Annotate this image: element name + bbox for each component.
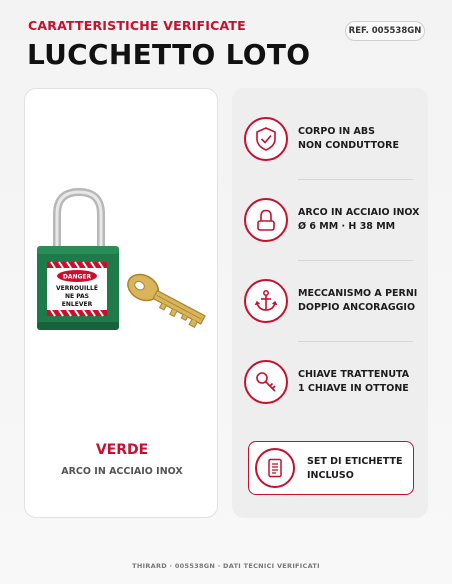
feature-body <box>244 117 428 177</box>
features-card <box>232 88 428 518</box>
feature-key <box>244 360 428 420</box>
feature-line-1: CORPO IN ABS <box>298 126 375 137</box>
product-shackle-spec: ARCO IN ACCIAIO INOX <box>61 466 183 477</box>
divider <box>298 179 413 180</box>
tag-line-2: NE PAS <box>64 293 90 300</box>
page-footer: THIRARD · 005538GN · DATI TECNICI VERIFICATI <box>132 562 320 570</box>
brass-key <box>123 269 208 330</box>
feature-line-2: DOPPIO ANCORAGGIO <box>298 301 416 313</box>
danger-text: DANGER <box>62 273 92 281</box>
label-kit-callout <box>248 441 414 495</box>
feature-shackle <box>244 198 428 258</box>
feature-line-2: Ø 6 MM · H 38 MM <box>298 220 396 232</box>
feature-line-2: NON CONDUTTORE <box>298 139 399 151</box>
product-color: VERDE <box>95 442 149 458</box>
anchor-icon <box>244 279 288 323</box>
shield-check-icon <box>244 117 288 161</box>
divider <box>298 260 413 261</box>
document-icon <box>255 448 295 488</box>
page-title: LUCCHETTO LOTO <box>27 38 311 71</box>
feature-line-1: CHIAVE TRATTENUTA <box>298 369 410 380</box>
tag-line-1: VERROUILLÉ <box>56 285 98 292</box>
product-card <box>24 88 218 518</box>
feature-line-1: ARCO IN ACCIAIO INOX <box>298 207 420 218</box>
feature-line-1: MECCANISMO A PERNI <box>298 288 418 299</box>
kit-line-2: INCLUSO <box>307 469 354 481</box>
padlock-product-image <box>33 184 211 344</box>
padlock-shackle-icon <box>244 198 288 242</box>
reference-badge: REF. 005538GN <box>345 21 425 41</box>
padlock-shackle <box>57 192 101 254</box>
key-icon <box>244 360 288 404</box>
kit-line-1: SET DI ETICHETTE <box>307 456 403 467</box>
feature-mechanism <box>244 279 428 339</box>
section-kicker: CARATTERISTICHE VERIFICATE <box>28 18 246 33</box>
tag-line-3: ENLEVER <box>61 301 93 308</box>
feature-line-2: 1 CHIAVE IN OTTONE <box>298 382 409 394</box>
divider <box>298 341 413 342</box>
